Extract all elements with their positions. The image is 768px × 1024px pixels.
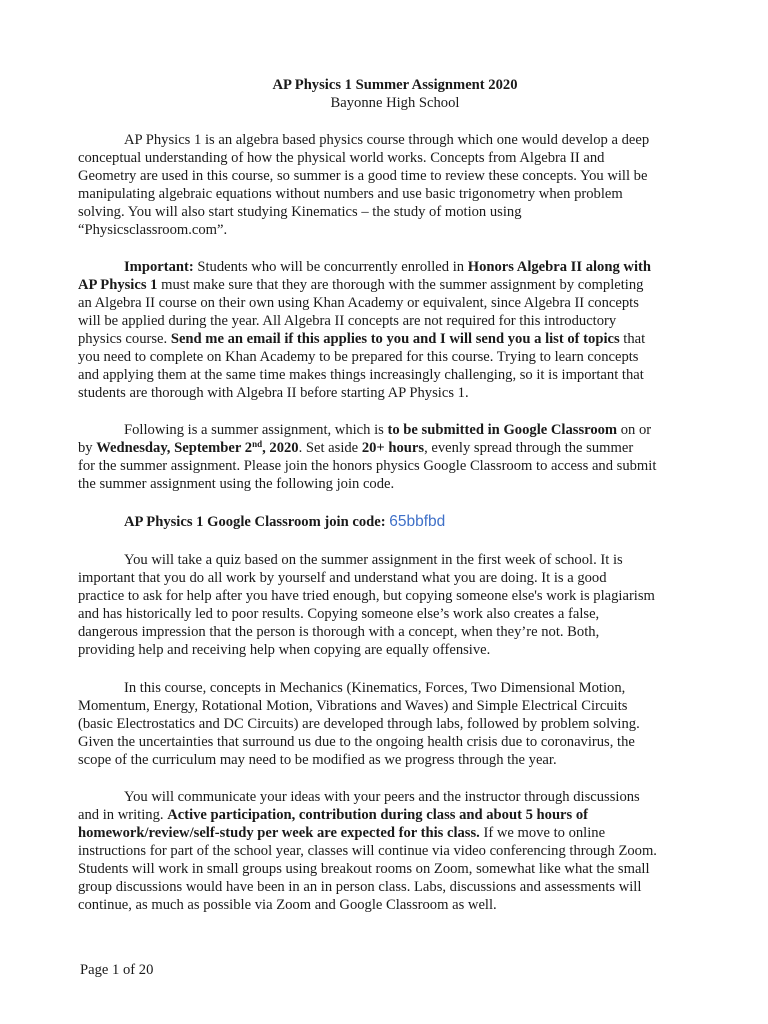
p4-line: dangerous impression that the person is thorough with a concept, when they’re not. Both,	[78, 624, 600, 640]
p2-text: that	[619, 331, 646, 347]
p3-text: . Set aside	[298, 440, 362, 456]
p2-line	[78, 330, 645, 348]
p4-line: important that you do all work by yourself and understand what you are doing. It is a good	[78, 570, 607, 586]
p6-text: and in writing.	[78, 807, 168, 823]
p3-bold: to be submitted in Google Classroom	[387, 422, 618, 438]
p2-text: must make sure that they are thorough with the summer assignment by completing	[157, 277, 644, 293]
p1-line: AP Physics 1 is an algebra based physics course through which one would develop a deep	[124, 132, 650, 148]
p4-line: practice to ask for help after you have tried enough, but copying someone else's work is plagiarism	[78, 588, 655, 604]
p2-line: students are thorough with Algebra II before starting AP Physics 1.	[78, 385, 469, 401]
hours-required: 20+ hours	[361, 440, 425, 456]
p3-line: the summer assignment using the following join code.	[78, 476, 395, 492]
p2-line	[78, 276, 643, 294]
p1-line: manipulating algebraic equations without numbers and use basic trigonometry when problem	[78, 186, 623, 202]
p2-line: and applying them at the same time makes things increasingly challenging, so it is important that	[78, 367, 644, 383]
p6-line: Students will work in small groups using breakout rooms on Zoom, somewhat like what the small	[78, 861, 650, 877]
important-label: Important:	[124, 259, 194, 275]
p5-line: Given the uncertainties that surround us due to the ongoing health crisis due to coronavirus, the	[78, 734, 635, 750]
due-date-day: Wednesday, September 2	[96, 440, 253, 456]
p3-line: for the summer assignment. Please join the honors physics Google Classroom to access and submit	[78, 458, 657, 474]
p3-text: by	[78, 440, 97, 456]
p6-text: If we move to online	[479, 825, 606, 841]
document-title: AP Physics 1 Summer Assignment 2020	[272, 77, 518, 93]
due-date-suffix: nd	[252, 439, 263, 449]
p4-line: providing help and receiving help when copying are equally offensive.	[78, 642, 491, 658]
p3-line	[78, 439, 633, 457]
p1-line: solving. You will also start studying Kinematics – the study of motion using	[78, 204, 522, 220]
p2-bold: Honors Algebra II along with	[467, 259, 651, 275]
p6-line: instructions for part of the school year, classes will continue via video conferencing through Zoom.	[78, 843, 657, 859]
join-code-label: AP Physics 1 Google Classroom join code:	[124, 514, 386, 530]
p1-line: “Physicsclassroom.com”.	[78, 222, 228, 238]
p4-line: You will take a quiz based on the summer assignment in the first week of school. It is	[124, 552, 623, 568]
p6-line	[78, 806, 588, 824]
school-name: Bayonne High School	[330, 95, 460, 111]
p6-bold: homework/review/self-study per week are expected for this class.	[78, 825, 480, 841]
p1-line: conceptual understanding of how the physical world works. Concepts from Algebra II and	[78, 150, 605, 166]
join-code-line	[124, 513, 445, 531]
p6-line	[78, 824, 605, 842]
p3-text: Following is a summer assignment, which is	[124, 422, 388, 438]
p2-line	[124, 258, 651, 276]
p5-line: Momentum, Energy, Rotational Motion, Vibrations and Waves) and Simple Electrical Circuits	[78, 698, 628, 714]
p2-line: an Algebra II course on their own using Khan Academy or equivalent, since Algebra II concepts	[78, 295, 639, 311]
p3-line	[124, 421, 651, 439]
p2-text: physics course.	[78, 331, 171, 347]
page-number: Page 1 of 20	[80, 962, 154, 978]
p3-text: on or	[617, 422, 652, 438]
p2-text: Students who will be concurrently enrolled in	[193, 259, 468, 275]
p3-text: , evenly spread through the summer	[424, 440, 634, 456]
p5-line: (basic Electrostatics and DC Circuits) are developed through labs, followed by problem solving.	[78, 716, 640, 732]
p5-line: scope of the curriculum may need to be modified as we progress through the year.	[78, 752, 557, 768]
p2-line: will be applied during the year. All Algebra II concepts are not required for this introductory	[78, 313, 617, 329]
join-code-value: 65bbfbd	[389, 513, 446, 530]
p2-line: you need to complete on Khan Academy to be prepared for this course. Trying to learn concepts	[78, 349, 639, 365]
p6-line: continue, as much as possible via Zoom and Google Classroom as well.	[78, 897, 497, 913]
due-date	[96, 440, 298, 456]
p6-bold: Active participation, contribution during class and about 5 hours of	[167, 807, 589, 823]
p5-line: In this course, concepts in Mechanics (Kinematics, Forces, Two Dimensional Motion,	[124, 680, 626, 696]
p6-line: You will communicate your ideas with your peers and the instructor through discussions	[124, 789, 640, 805]
p2-bold: Send me an email if this applies to you and I will send you a list of topics	[170, 331, 620, 347]
p6-line: group discussions would have been in an in person class. Labs, discussions and assessments will	[78, 879, 642, 895]
p2-bold: AP Physics 1	[78, 277, 158, 293]
due-date-year: , 2020	[262, 440, 299, 456]
p1-line: Geometry are used in this course, so summer is a good time to review these concepts. You will be	[78, 168, 648, 184]
p4-line: and has historically led to poor results. Copying someone else’s work also creates a false,	[78, 606, 600, 622]
